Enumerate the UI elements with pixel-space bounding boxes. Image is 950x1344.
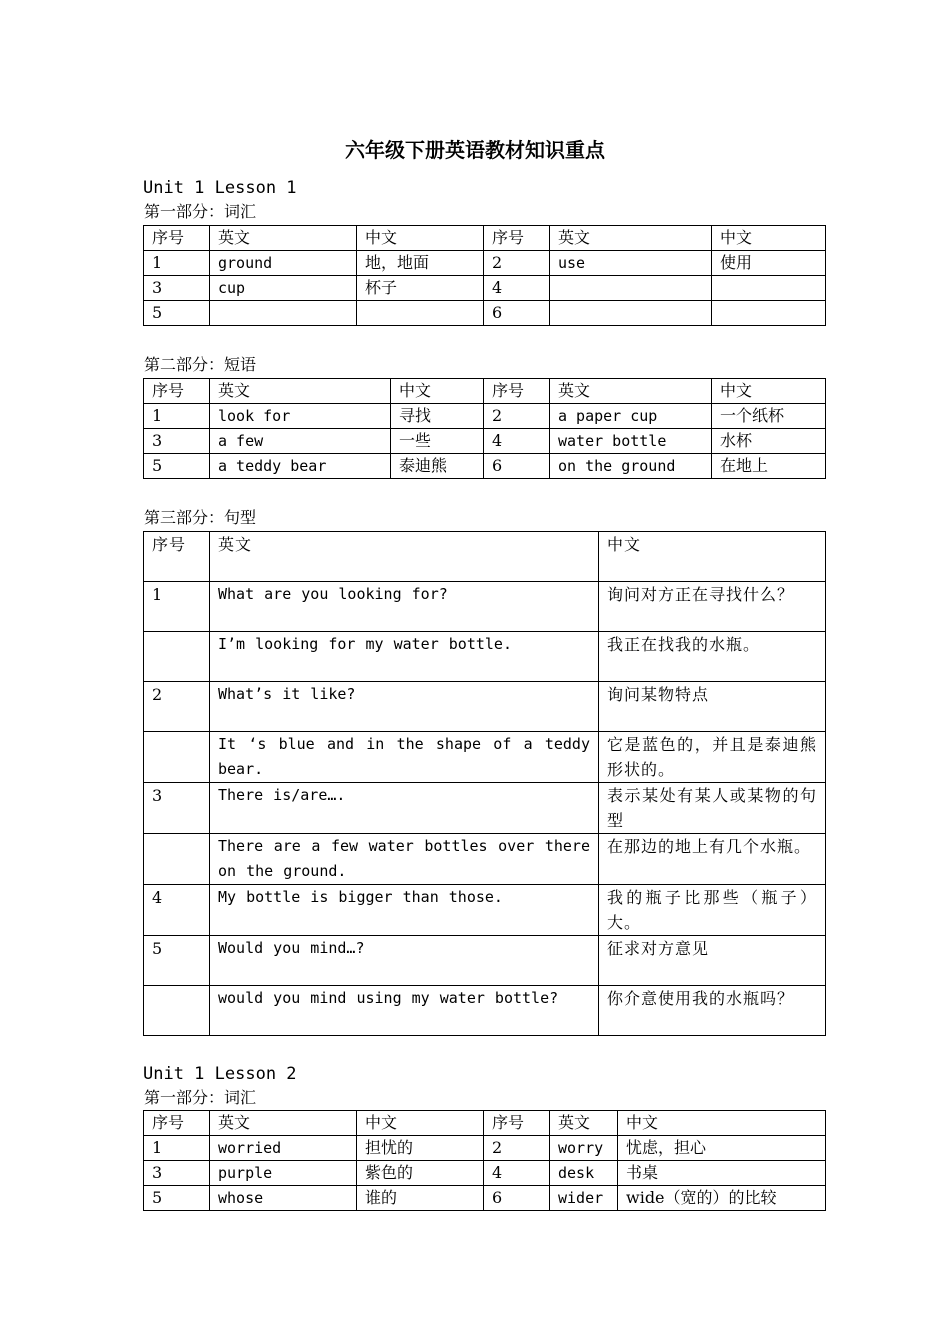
table-cell: 1: [144, 1136, 210, 1161]
column-header: 英文: [550, 379, 712, 404]
table-header-row: [144, 1111, 826, 1136]
table-cell: 忧虑，担心: [618, 1136, 826, 1161]
table-cell: 泰迪熊: [391, 454, 484, 479]
table-cell: 6: [484, 301, 550, 326]
table-cell: 杯子: [357, 276, 484, 301]
table-cell: wider: [550, 1186, 618, 1211]
table-row: [144, 276, 826, 301]
column-header: 英文: [210, 532, 599, 582]
table-row: [144, 404, 826, 429]
table-cell: 5: [144, 1186, 210, 1211]
table-cell: 6: [484, 1186, 550, 1211]
lesson2-vocab-table: [143, 1110, 826, 1211]
table-cell: What are you looking for?: [210, 582, 599, 632]
table-cell: 你介意使用我的水瓶吗？: [599, 986, 826, 1036]
column-header: 序号: [144, 1111, 210, 1136]
table-cell: on the ground: [550, 454, 712, 479]
column-header: 序号: [144, 532, 210, 582]
table-cell: look for: [210, 404, 391, 429]
table-header-row: [144, 532, 826, 582]
phrases-body: [144, 379, 826, 479]
table-cell: [550, 276, 712, 301]
table-cell: 4: [484, 429, 550, 454]
table-row: [144, 429, 826, 454]
column-header: 英文: [210, 379, 391, 404]
table-cell: ground: [210, 251, 357, 276]
table-cell: I’m looking for my water bottle.: [210, 632, 599, 682]
table-cell: 紫色的: [357, 1161, 484, 1186]
table-cell: 水杯: [712, 429, 826, 454]
table-cell: 2: [484, 251, 550, 276]
table-cell: 我的瓶子比那些（瓶子）大。: [599, 885, 826, 936]
column-header: 中文: [618, 1111, 826, 1136]
column-header: 中文: [357, 226, 484, 251]
table-cell: What’s it like?: [210, 682, 599, 732]
lesson1-phrases-table: [143, 378, 826, 479]
table-row: [144, 301, 826, 326]
column-header: 序号: [144, 226, 210, 251]
lesson1-heading: Unit 1 Lesson 1: [143, 178, 297, 198]
table-cell: 一个纸杯: [712, 404, 826, 429]
table-cell: 4: [484, 1161, 550, 1186]
vocab-body: [144, 1111, 826, 1211]
sentences-body: [144, 532, 826, 1036]
column-header: 中文: [391, 379, 484, 404]
table-cell: 2: [484, 404, 550, 429]
table-row: [144, 251, 826, 276]
table-cell: 我正在找我的水瓶。: [599, 632, 826, 682]
table-cell: 在那边的地上有几个水瓶。: [599, 834, 826, 885]
table-cell: worry: [550, 1136, 618, 1161]
table-cell: 1: [144, 251, 210, 276]
table-cell: My bottle is bigger than those.: [210, 885, 599, 936]
table-row: [144, 986, 826, 1036]
column-header: 英文: [550, 226, 712, 251]
table-cell: 寻找: [391, 404, 484, 429]
table-cell: 担忧的: [357, 1136, 484, 1161]
table-row: [144, 783, 826, 834]
lesson2-vocab-label: 第一部分：词汇: [144, 1088, 257, 1107]
lesson1-phrases-label: 第二部分：短语: [144, 355, 257, 374]
column-header: 英文: [210, 226, 357, 251]
column-header: 序号: [484, 379, 550, 404]
table-row: [144, 936, 826, 986]
table-cell: wide（宽的）的比较: [618, 1186, 826, 1211]
table-cell: 4: [144, 885, 210, 936]
table-cell: 书桌: [618, 1161, 826, 1186]
table-cell: 3: [144, 783, 210, 834]
lesson1-vocab-label: 第一部分：词汇: [144, 202, 257, 221]
table-row: [144, 732, 826, 783]
lesson1-sentences-table: [143, 531, 826, 1036]
table-row: [144, 1161, 826, 1186]
table-cell: 3: [144, 429, 210, 454]
table-row: [144, 885, 826, 936]
table-cell: would you mind using my water bottle?: [210, 986, 599, 1036]
table-cell: 表示某处有某人或某物的句型: [599, 783, 826, 834]
table-cell: 使用: [712, 251, 826, 276]
table-row: [144, 1136, 826, 1161]
table-cell: 2: [144, 682, 210, 732]
lesson2-heading: Unit 1 Lesson 2: [143, 1064, 297, 1084]
table-cell: 地，地面: [357, 251, 484, 276]
column-header: 中文: [712, 226, 826, 251]
vocab-body: [144, 226, 826, 326]
table-row: [144, 682, 826, 732]
table-row: [144, 632, 826, 682]
table-cell: 5: [144, 936, 210, 986]
table-cell: [210, 301, 357, 326]
table-cell: 1: [144, 404, 210, 429]
table-row: [144, 1186, 826, 1211]
table-cell: [144, 632, 210, 682]
column-header: 中文: [599, 532, 826, 582]
table-cell: purple: [210, 1161, 357, 1186]
table-row: [144, 582, 826, 632]
table-header-row: [144, 226, 826, 251]
table-cell: [550, 301, 712, 326]
table-cell: 5: [144, 454, 210, 479]
table-cell: 3: [144, 276, 210, 301]
table-cell: 在地上: [712, 454, 826, 479]
table-cell: [144, 834, 210, 885]
table-cell: 征求对方意见: [599, 936, 826, 986]
table-cell: a teddy bear: [210, 454, 391, 479]
table-cell: 6: [484, 454, 550, 479]
table-row: [144, 454, 826, 479]
table-cell: 1: [144, 582, 210, 632]
table-cell: worried: [210, 1136, 357, 1161]
lesson1-vocab-table: [143, 225, 826, 326]
page-title: 六年级下册英语教材知识重点: [345, 138, 605, 162]
table-cell: [712, 301, 826, 326]
table-cell: desk: [550, 1161, 618, 1186]
column-header: 中文: [712, 379, 826, 404]
table-cell: [144, 732, 210, 783]
column-header: 序号: [484, 1111, 550, 1136]
table-cell: 4: [484, 276, 550, 301]
table-cell: [712, 276, 826, 301]
table-cell: [357, 301, 484, 326]
table-cell: 询问对方正在寻找什么？: [599, 582, 826, 632]
table-cell: There are a few water bottles over there on the ground.: [210, 834, 599, 885]
table-cell: It ‘s blue and in the shape of a teddy bear.: [210, 732, 599, 783]
table-cell: water bottle: [550, 429, 712, 454]
table-cell: a paper cup: [550, 404, 712, 429]
column-header: 序号: [144, 379, 210, 404]
lesson1-sentences-label: 第三部分：句型: [144, 508, 257, 527]
table-cell: 它是蓝色的，并且是泰迪熊形状的。: [599, 732, 826, 783]
column-header: 英文: [550, 1111, 618, 1136]
table-row: [144, 834, 826, 885]
table-cell: 谁的: [357, 1186, 484, 1211]
column-header: 序号: [484, 226, 550, 251]
table-cell: use: [550, 251, 712, 276]
table-cell: whose: [210, 1186, 357, 1211]
column-header: 中文: [357, 1111, 484, 1136]
table-cell: There is/are….: [210, 783, 599, 834]
table-cell: 2: [484, 1136, 550, 1161]
table-cell: 3: [144, 1161, 210, 1186]
table-cell: 询问某物特点: [599, 682, 826, 732]
table-cell: cup: [210, 276, 357, 301]
table-cell: 一些: [391, 429, 484, 454]
column-header: 英文: [210, 1111, 357, 1136]
table-cell: Would you mind…?: [210, 936, 599, 986]
table-cell: a few: [210, 429, 391, 454]
table-header-row: [144, 379, 826, 404]
table-cell: [144, 986, 210, 1036]
table-cell: 5: [144, 301, 210, 326]
